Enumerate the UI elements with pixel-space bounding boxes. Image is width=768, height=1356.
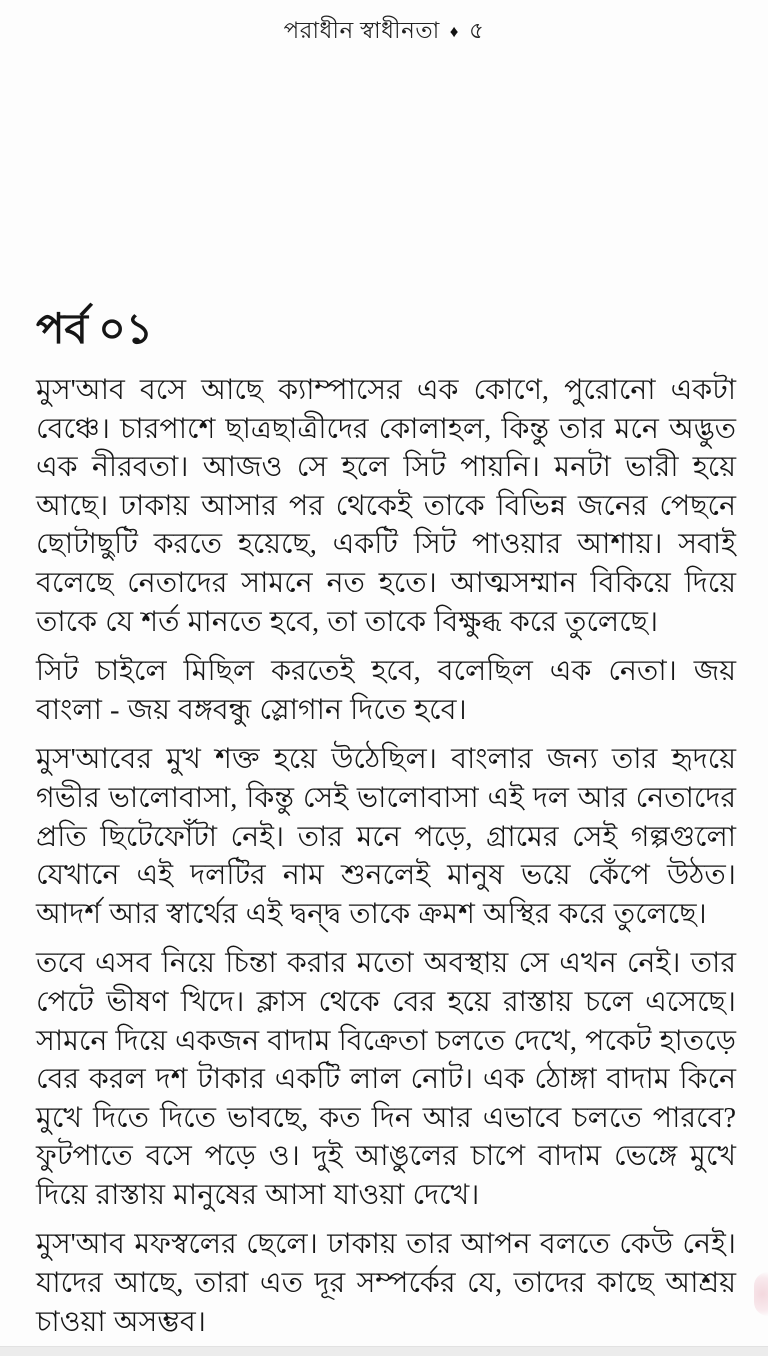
paragraph: মুস'আব বসে আছে ক্যাম্পাসের এক কোণে, পুরোনো একটা বেঞ্চে। চারপাশে ছাত্রছাত্রীদের কোলাহল, কিন্তু তার মনে অদ্ভুত এক নীরবতা। আজও সে হলে সিট পায়নি। মনটা ভারী হয়ে আছে। ঢাকায় আসার পর থেকেই তাকে বিভিন্ন জনের পেছনে ছোটাছুটি করতে হয়েছে, একটি সিট পাওয়ার আশায়। সবাই বলেছে নেতাদের সামনে নত হতে। আত্মসম্মান বিকিয়ে দিয়ে তাকে যে শর্ত মানতে হবে, তা তাকে বিক্ষুব্ধ করে তুলেছে।: [36, 375, 736, 638]
body-text: [36, 372, 736, 1353]
paragraph: সিট চাইলে মিছিল করতেই হবে, বলেছিল এক নেতা। জয় বাংলা - জয় বঙ্গবন্ধু স্লোগান দিতে হবে।: [36, 656, 736, 726]
diamond-separator-icon: ♦: [449, 22, 459, 41]
paragraph: মুস'আবের মুখ শক্ত হয়ে উঠেছিল। বাংলার জন্য তার হৃদয়ে গভীর ভালোবাসা, কিন্তু সেই ভালোবাসা এই দল আর নেতাদের প্রতি ছিটেফোঁটা নেই। তার মনে পড়ে, গ্রামের সেই গল্পগুলো যেখানে এই দলটির নাম শুনলেই মানুষ ভয়ে কেঁপে উঠত। আদর্শ আর স্বার্থের এই দ্বন্দ্ব তাকে ক্রমশ অস্থির করে তুলেছে।: [36, 744, 736, 930]
book-title: পরাধীন স্বাধীনতা: [283, 18, 440, 43]
paragraph: মুস'আব মফস্বলের ছেলে। ঢাকায় তার আপন বলতে কেউ নেই। যাদের আছে, তারা এত দূর সম্পর্কের যে, তাদের কাছে আশ্রয় চাওয়া অসম্ভব।: [36, 1229, 736, 1338]
running-header: [0, 12, 768, 51]
bottom-edge-bar: [0, 1346, 768, 1356]
chapter-heading: পর্ব ০১: [36, 307, 153, 353]
page-number: ৫: [468, 18, 485, 43]
edge-scroll-handle[interactable]: [754, 1272, 768, 1316]
paragraph: তবে এসব নিয়ে চিন্তা করার মতো অবস্থায় সে এখন নেই। তার পেটে ভীষণ খিদে। ক্লাস থেকে বের হয়ে রাস্তায় চলে এসেছে। সামনে দিয়ে একজন বাদাম বিক্রেতা চলতে দেখে, পকেট হাতড়ে বের করল দশ টাকার একটি লাল নোট। এক ঠোঙ্গা বাদাম কিনে মুখে দিতে দিতে ভাবছে, কত দিন আর এভাবে চলতে পারবে? ফুটপাতে বসে পড়ে ও। দুই আঙুলের চাপে বাদাম ভেঙ্গে মুখে দিয়ে রাস্তায় মানুষের আসা যাওয়া দেখে।: [36, 948, 736, 1211]
